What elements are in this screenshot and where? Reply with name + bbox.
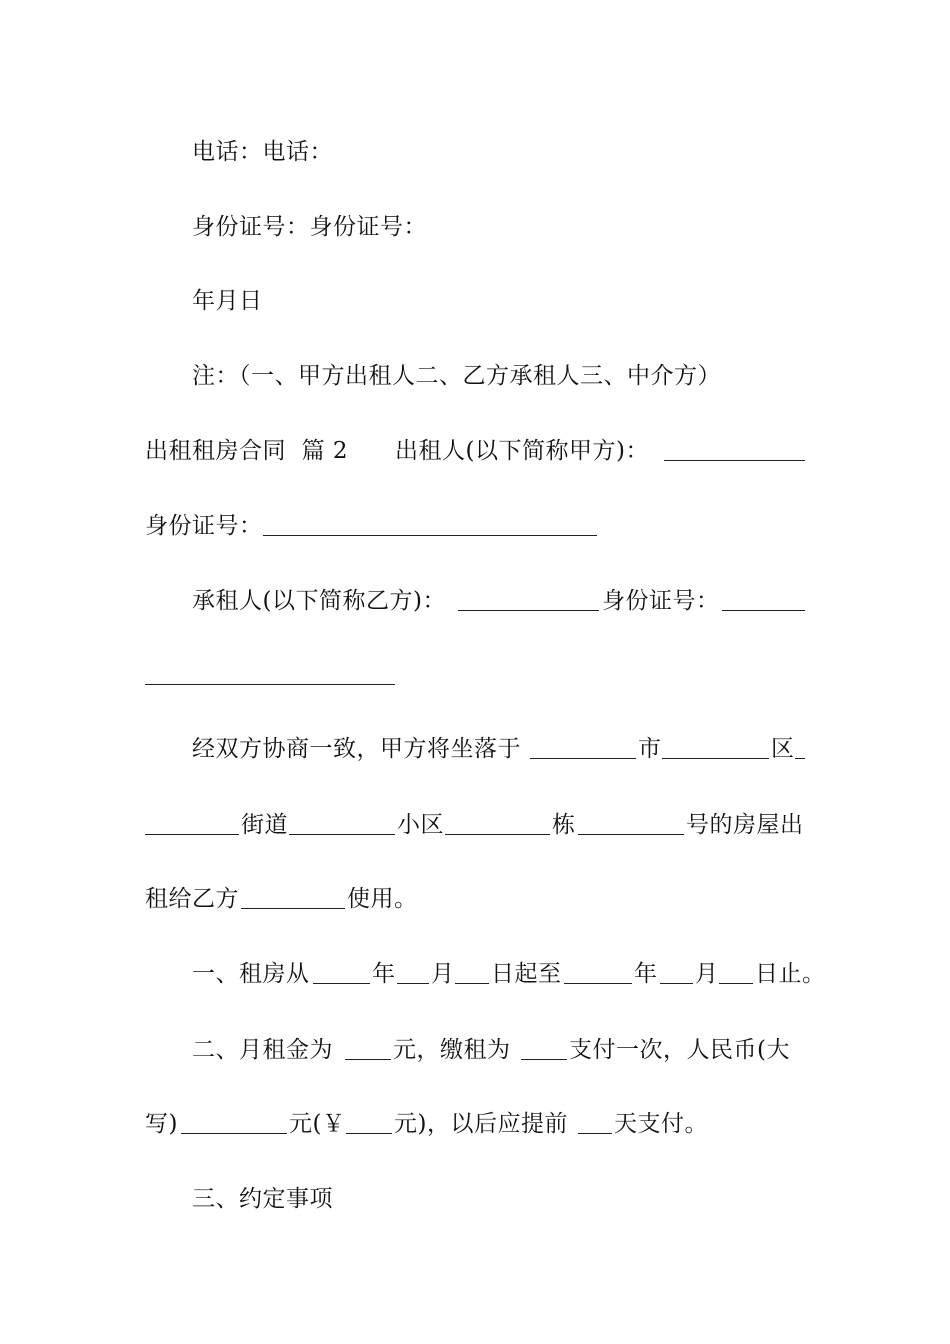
street-blank-start <box>795 758 805 759</box>
lease-to-label: 租给乙方 <box>145 886 239 912</box>
end-month-blank <box>660 983 693 984</box>
capital-amount-blank <box>181 1133 287 1134</box>
community-blank <box>289 834 395 835</box>
advance-label: 元)，以后应提前 <box>394 1111 568 1137</box>
purpose-blank <box>241 908 345 909</box>
number-blank <box>578 834 684 835</box>
street-label: 街道 <box>241 812 288 838</box>
term-intro: 一、租房从 <box>192 961 310 987</box>
lessee-blank <box>458 610 599 611</box>
payment-once-label: 支付一次，人民币(大 <box>569 1037 790 1063</box>
lessor-blank <box>664 460 805 461</box>
advance-days-blank <box>578 1133 612 1134</box>
city-label: 市 <box>638 736 662 762</box>
district-label: 区 <box>771 736 795 762</box>
id-number-line: 身份证号：身份证号： <box>192 214 427 240</box>
location-intro: 经双方协商一致，甲方将坐落于 <box>192 736 521 762</box>
days-pay-label: 天支付。 <box>614 1111 708 1137</box>
start-day-label: 日起至 <box>491 961 562 987</box>
payment-label: 元，缴租为 <box>393 1037 511 1063</box>
district-blank <box>662 758 769 759</box>
lessee-id-blank-cont <box>145 684 395 685</box>
numeric-amount-blank <box>346 1133 392 1134</box>
start-year-label: 年 <box>372 961 396 987</box>
lessee-label: 承租人(以下简称乙方)： <box>192 588 446 614</box>
end-year-label: 年 <box>634 961 658 987</box>
capital-label: 写) <box>145 1111 178 1137</box>
rent-intro: 二、月租金为 <box>192 1037 333 1063</box>
section-heading: 三、约定事项 <box>192 1186 333 1212</box>
end-month-label: 月 <box>695 961 719 987</box>
city-blank <box>530 758 636 759</box>
usage-label: 使用。 <box>347 886 418 912</box>
payment-period-blank <box>521 1059 567 1060</box>
phone-line: 电话：电话： <box>192 139 333 165</box>
end-day-label: 日止。 <box>755 961 826 987</box>
building-blank <box>445 834 550 835</box>
end-day-blank <box>719 983 753 984</box>
date-line: 年月日 <box>192 288 263 314</box>
rent-amount-blank <box>345 1059 391 1060</box>
start-month-label: 月 <box>431 961 455 987</box>
lessor-label: 出租人(以下简称甲方)： <box>395 438 649 464</box>
house-label: 号的房屋出 <box>686 812 804 838</box>
community-label: 小区 <box>397 812 444 838</box>
note-line: 注：（一、甲方出租人二、乙方承租人三、中介方） <box>192 363 721 389</box>
lessor-id-blank <box>263 535 597 536</box>
end-year-blank <box>564 983 632 984</box>
building-label: 栋 <box>552 812 576 838</box>
contract-title: 出租租房合同 篇 2 <box>145 438 349 464</box>
start-month-blank <box>397 983 429 984</box>
lessee-id-label: 身份证号： <box>602 588 720 614</box>
lessor-id-label: 身份证号： <box>145 513 263 539</box>
start-year-blank <box>313 983 370 984</box>
start-day-blank <box>455 983 489 984</box>
yuan-symbol-label: 元(￥ <box>289 1111 346 1137</box>
street-blank <box>145 834 239 835</box>
lessee-id-blank <box>722 610 805 611</box>
